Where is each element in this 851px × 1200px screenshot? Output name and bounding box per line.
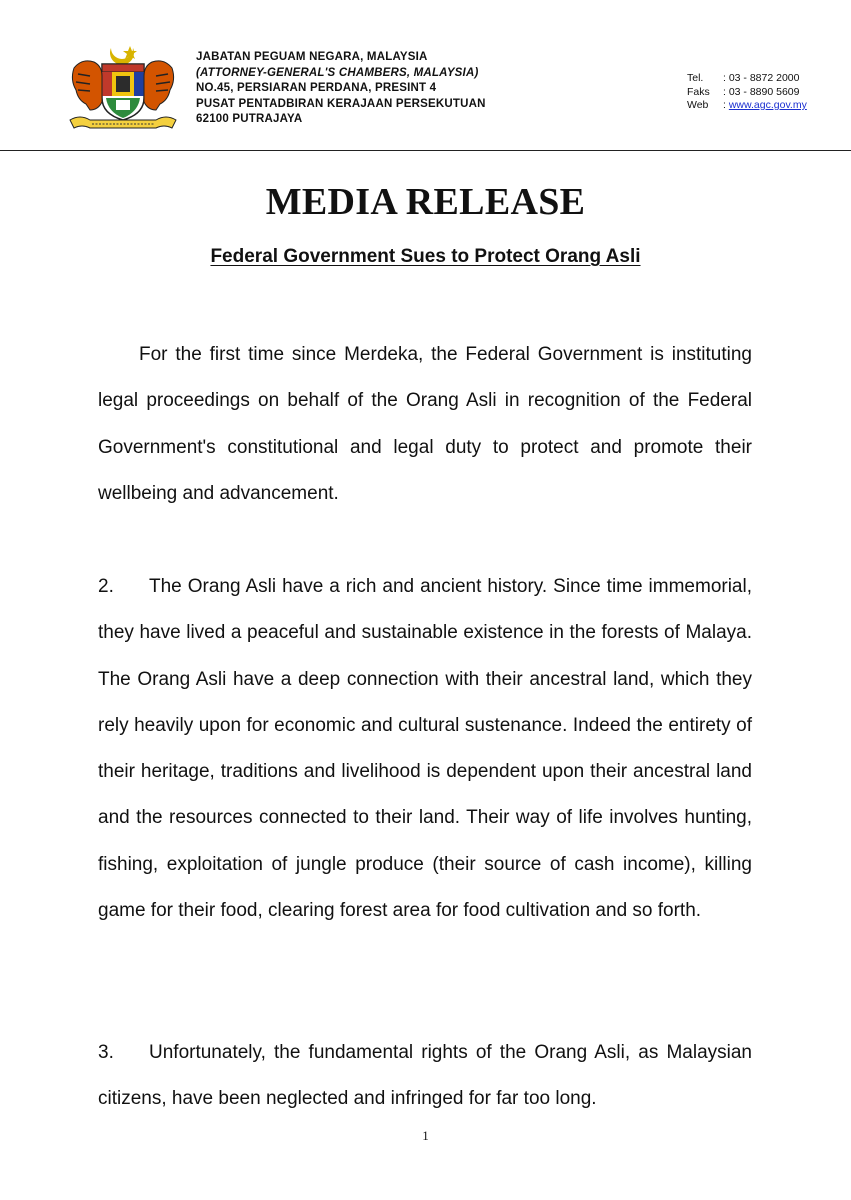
address-line-3: 62100 PUTRAJAYA xyxy=(196,113,303,125)
address-line-2: PUSAT PENTADBIRAN KERAJAAN PERSEKUTUAN xyxy=(196,97,486,110)
address-line-1: NO.45, PERSIARAN PERDANA, PRESINT 4 xyxy=(196,82,437,94)
web-link[interactable]: www.agc.gov.my xyxy=(728,99,807,111)
paragraph-3 xyxy=(98,1030,752,1123)
header-divider xyxy=(0,150,851,151)
malaysia-coat-of-arms-icon xyxy=(64,44,182,136)
tel-value: : 03 - 8872 2000 xyxy=(723,72,800,84)
paragraph-1 xyxy=(98,332,752,517)
paragraph-3-number: 3. xyxy=(98,1042,114,1063)
web-label: Web xyxy=(687,99,709,111)
faks-value: : 03 - 8890 5609 xyxy=(723,85,800,98)
paragraph-3-text: Unfortunately, the fundamental rights of the Orang Asli, as Malaysian citizens, have been neglected and infringed for far too long. xyxy=(98,1042,752,1110)
contact-faks xyxy=(687,86,807,100)
contact-web xyxy=(687,99,807,113)
org-name-malay: JABATAN PEGUAM NEGARA, MALAYSIA xyxy=(196,51,428,63)
contact-tel xyxy=(687,72,807,86)
org-name-english: (ATTORNEY-GENERAL'S CHAMBERS, MALAYSIA) xyxy=(196,66,479,79)
organization-address xyxy=(196,50,486,128)
faks-label: Faks xyxy=(687,85,710,98)
paragraph-2 xyxy=(98,564,752,934)
tel-label: Tel. xyxy=(687,72,704,84)
web-separator: : xyxy=(723,99,726,111)
page-number: 1 xyxy=(422,1128,429,1143)
letterhead xyxy=(0,0,851,160)
page-title: MEDIA RELEASE xyxy=(265,181,586,223)
contact-block xyxy=(687,72,807,113)
paragraph-1-text: For the first time since Merdeka, the Federal Government is instituting legal proceedings on behalf of the Orang Asli in recognition of the Federal Government's constitutional and legal duty to protect and promote their wellbeing and advancement. xyxy=(98,344,752,504)
paragraph-2-number: 2. xyxy=(98,576,114,597)
paragraph-2-text: The Orang Asli have a rich and ancient history. Since time immemorial, they have lived a peaceful and sustainable existence in the forests of Malaya. The Orang Asli have a deep connection with their ancestral land, which they rely heavily upon for economic and cultural sustenance. Indeed the entirety of their heritage, traditions and livelihood is dependent upon their ancestral land and the resources connected to their land. Their way of life involves hunting, fishing, exploitation of jungle produce (their source of cash income), killing game for their food, clearing forest area for food cultivation and so forth. xyxy=(98,576,752,922)
subtitle-text: Federal Government Sues to Protect Orang Asli xyxy=(210,246,641,267)
page-subtitle xyxy=(0,246,851,268)
